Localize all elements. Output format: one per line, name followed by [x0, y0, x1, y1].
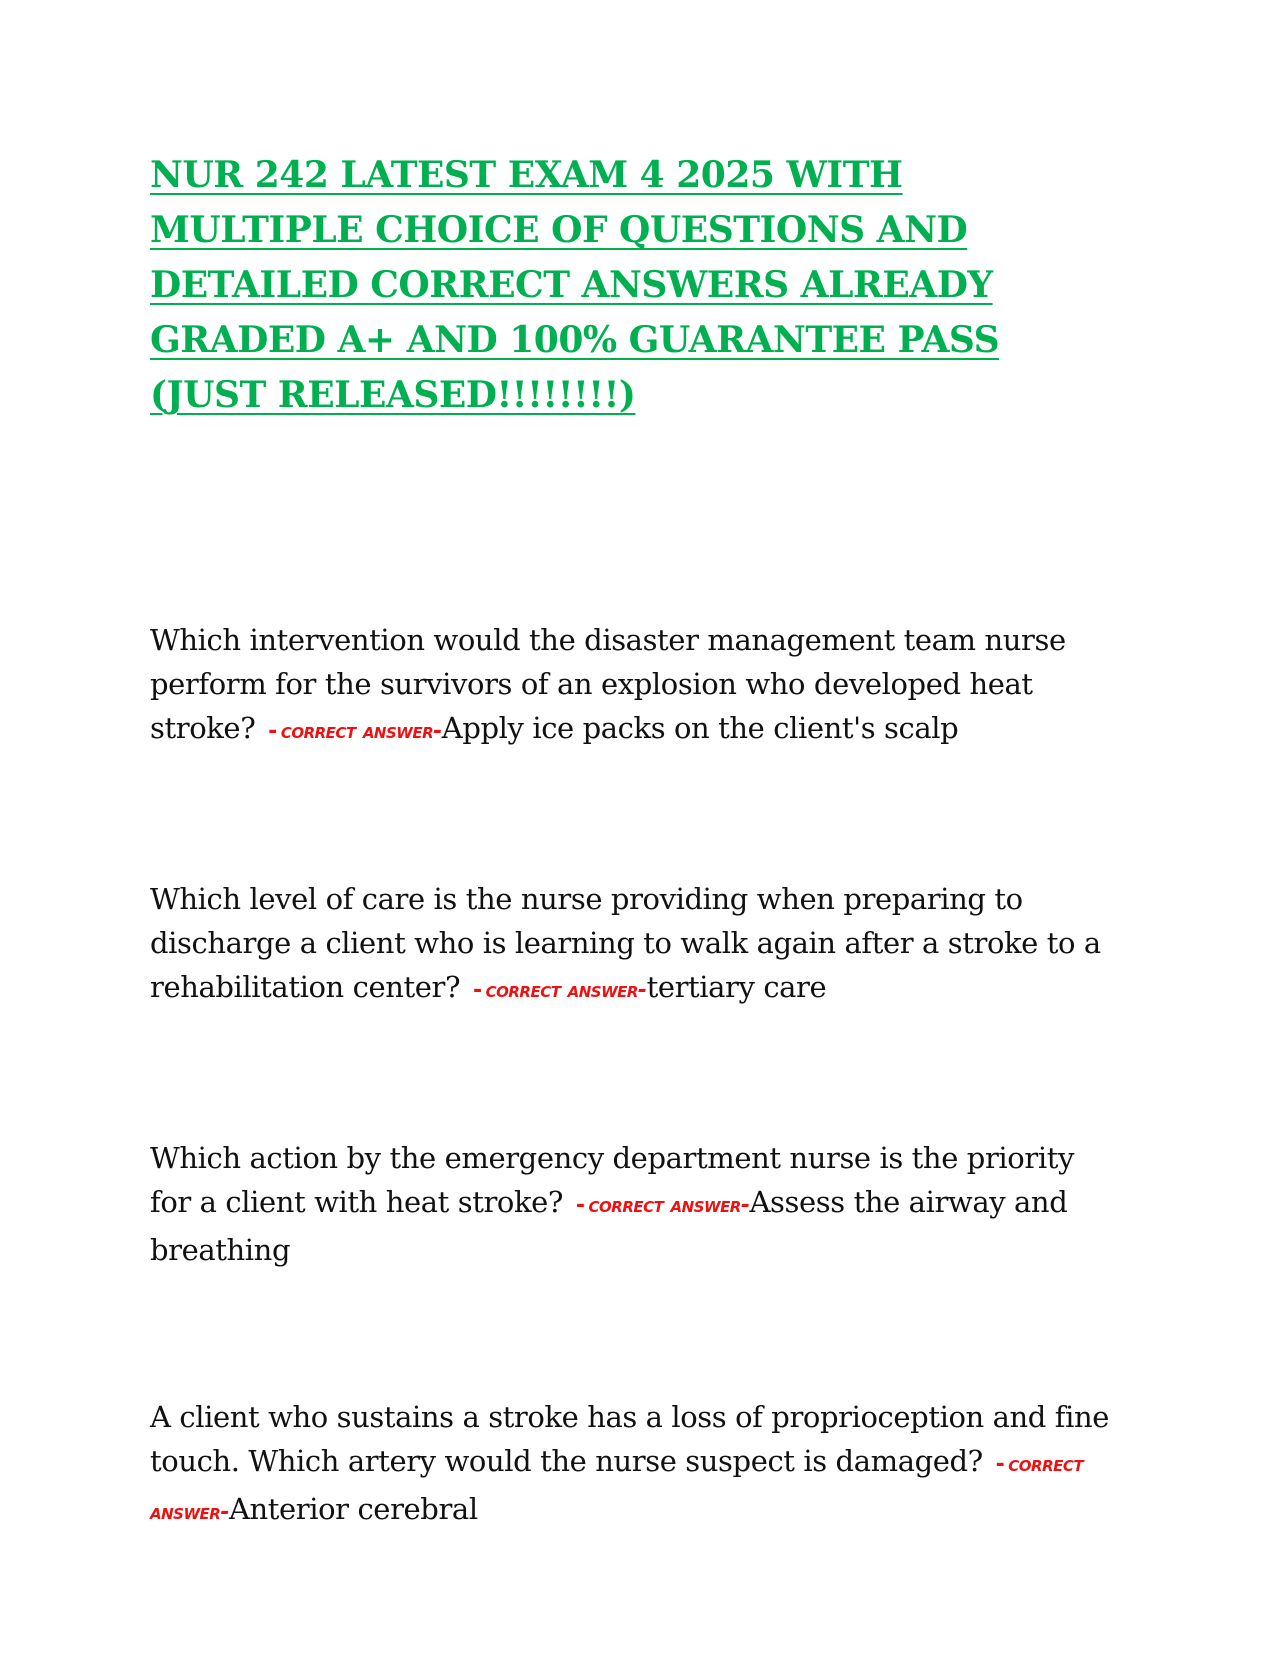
- answer-label-text: correct answer: [485, 978, 638, 1003]
- answer-dash: -: [268, 719, 277, 744]
- answer-text: Apply ice packs on the client's scalp: [441, 711, 959, 745]
- question-text: Which level of care is the nurse providing when preparing to discharge a client who is learning to walk again after a stroke to a rehabilitation center?: [150, 882, 1101, 1004]
- answer-text: tertiary care: [646, 970, 827, 1004]
- qa-item: [150, 618, 1110, 754]
- answer-dash: -: [740, 1193, 750, 1218]
- answer-label-text: correct answer: [150, 1452, 1084, 1525]
- correct-answer-label: [469, 978, 647, 1003]
- answer-label-text: correct answer: [588, 1193, 741, 1218]
- question-answer-list: [150, 618, 1110, 1658]
- answer-dash: -: [995, 1452, 1005, 1477]
- question-text: A client who sustains a stroke has a loss of proprioception and fine touch. Which artery would the nurse suspect is damaged?: [150, 1400, 1109, 1478]
- answer-dash: -: [575, 1193, 585, 1218]
- answer-dash: -: [220, 1500, 229, 1525]
- qa-item: [150, 1395, 1110, 1535]
- question-text: Which intervention would the disaster management team nurse perform for the survivors of an explosion who developed heat stroke?: [150, 623, 1066, 745]
- question-text: Which action by the emergency department nurse is the priority for a client with heat stroke?: [150, 1141, 1074, 1219]
- document-title: NUR 242 LATEST EXAM 4 2025 WITH MULTIPLE CHOICE OF QUESTIONS AND DETAILED CORRECT ANSWERS ALREADY GRADED A+ AND 100% GUARANTEE PASS (JUST RELEASED!!!!!!!!): [150, 154, 1000, 416]
- answer-label-text: correct answer: [280, 719, 434, 744]
- correct-answer-label: [572, 1193, 750, 1218]
- answer-text: Anterior cerebral: [228, 1492, 478, 1526]
- correct-answer-label: [264, 719, 442, 744]
- answer-dash: -: [637, 978, 647, 1003]
- answer-text: Assess the airway and breathing: [150, 1185, 1068, 1267]
- qa-item: [150, 1136, 1110, 1272]
- answer-dash: -: [472, 978, 482, 1003]
- answer-dash: -: [433, 719, 442, 744]
- qa-item: [150, 877, 1110, 1013]
